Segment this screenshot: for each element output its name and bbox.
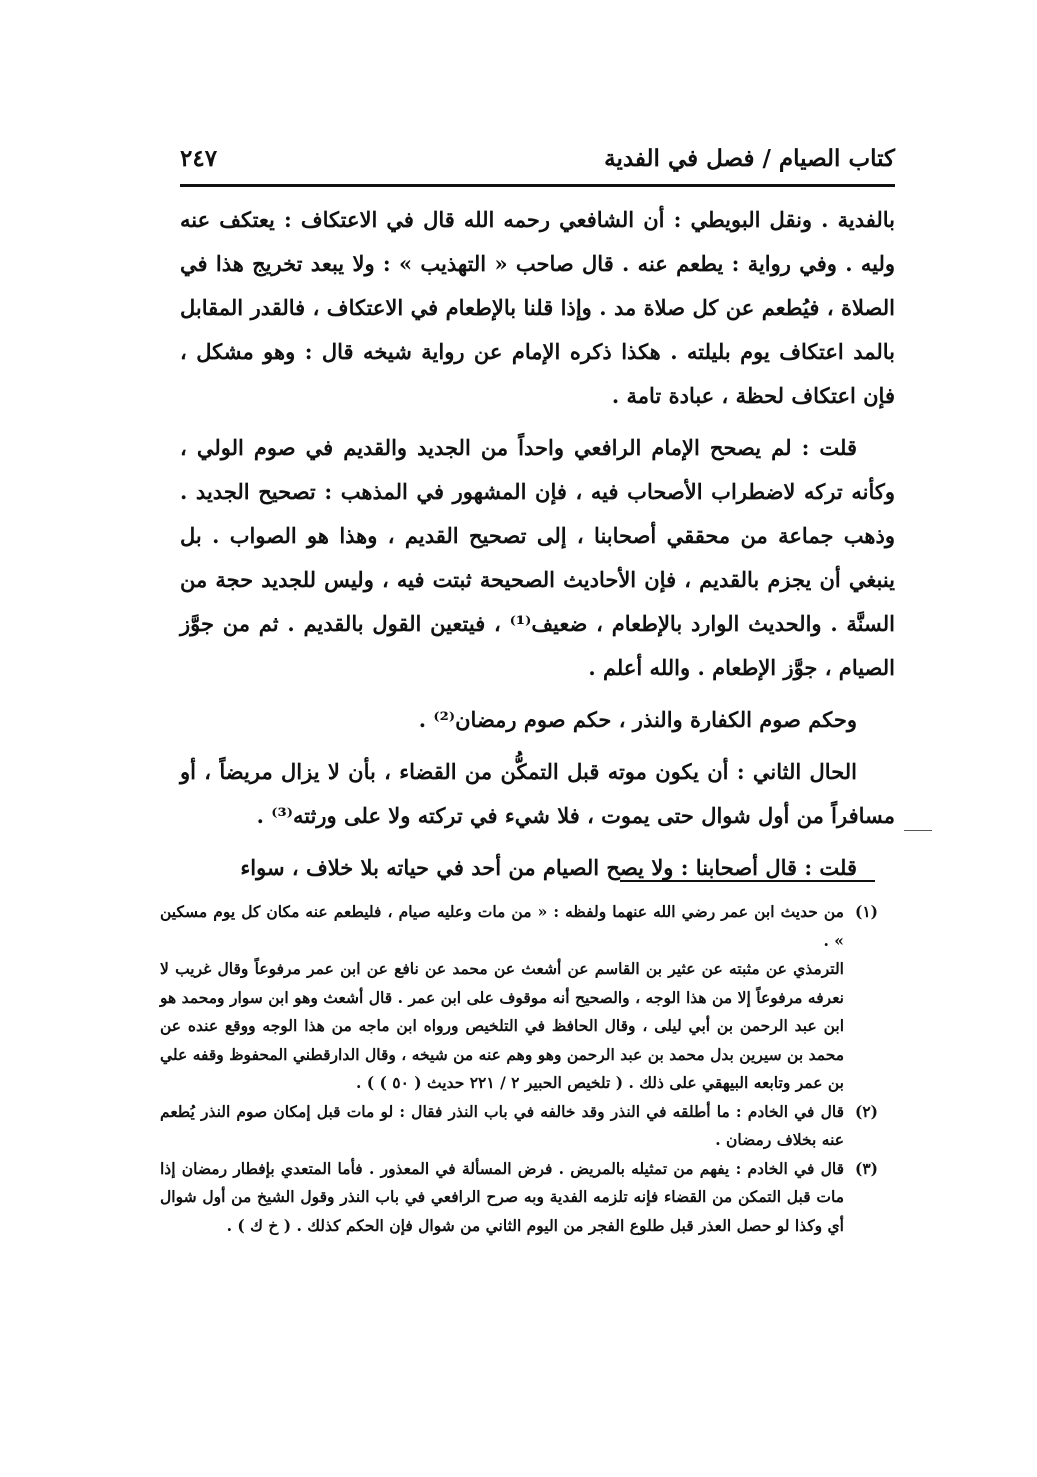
paragraph: بالفدية . ونقل البويطي : أن الشافعي رحمه الله قال في الاعتكاف : يعتكف عنه وليه . وفي رواية : يطعم عنه . قال صاحب « التهذيب » : ولا يبعد تخريج هذا في الصلاة ، فيُطعم عن كل صلاة مد . وإذا قلنا بالإطعام في الاعتكاف ، فالقدر المقابل بالمد اعتكاف يوم بليلته . هكذا ذكره الإمام عن رواية شيخه قال : وهو مشكل ، فإن اعتكاف لحظة ، عبادة تامة . bbox=[180, 207, 895, 408]
footnote-2 bbox=[160, 1098, 878, 1155]
footnote-text: قال في الخادم : يفهم من تمثيله بالمريض . فرض المسألة في المعذور . فأما المتعدي بإفطار رمضان إذا مات قبل التمكن من القضاء فإنه تلزمه الفدية وبه صرح الرافعي في باب النذر وقول الشيخ من أول شوال أي وكذا لو حصل العذر قبل طلوع الفجر من اليوم الثاني من شوال فإن الحكم كذلك . ( خ ك ) . bbox=[160, 1158, 844, 1235]
footnote-text: الترمذي عن مثبته عن عثير بن القاسم عن أشعث عن محمد عن نافع عن ابن عمر مرفوعاً وقال غريب لا نعرفه مرفوعاً إلا من هذا الوجه ، والصحيح أنه موقوف على ابن عمر . قال أشعث وهو ابن سوار ومحمد هو ابن عبد الرحمن بن أبي ليلى ، وقال الحافظ في التلخيص ورواه ابن ماجه من هذا الوجه ووقع عنده عن محمد بن سيرين بدل محمد بن عبد الرحمن وهو وهم عنه من شيخه ، وقال الدارقطني المحفوظ وقفه علي بن عمر وتابعه البيهقي على ذلك . ( تلخيص الحبير ٢ / ٢٢١ حديث ( ٥٠ ) ) . bbox=[160, 959, 844, 1092]
footnote-rule bbox=[620, 880, 875, 882]
margin-mark bbox=[904, 830, 932, 831]
page-number: ٢٤٧ bbox=[180, 145, 218, 172]
main-text bbox=[180, 198, 895, 898]
footnote-body bbox=[160, 898, 844, 1098]
footnote-number: (١) bbox=[854, 902, 878, 921]
footnote-3 bbox=[160, 1155, 878, 1241]
paragraph: قلت : قال أصحابنا : ولا يصح الصيام من أحد في حياته بلا خلاف ، سواء bbox=[240, 855, 857, 880]
footnote-number: (٢) bbox=[854, 1101, 878, 1121]
footnote-body bbox=[160, 1155, 844, 1241]
footnote-number: (٣) bbox=[854, 1158, 878, 1178]
footnote-body bbox=[160, 1098, 844, 1155]
paragraph: قلت : لم يصحح الإمام الرافعي واحداً من الجديد والقديم في صوم الولي ، وكأنه تركه لاضطراب الأصحاب فيه ، فإن المشهور في المذهب : تصحيح الجديد . وذهب جماعة من محققي أصحابنا ، إلى تصحيح القديم ، وهذا هو الصواب . بل ينبغي أن يجزم بالقديم ، فإن الأحاديث الصحيحة ثبتت فيه ، وليس للجديد حجة من السنَّة . والحديث الوارد بالإطعام ، ضعيف⁽¹⁾ ، فيتعين القول بالقديم . ثم من جوَّز الصيام ، جوَّز الإطعام . والله أعلم . bbox=[180, 435, 895, 680]
page-header bbox=[180, 145, 895, 177]
paragraph: وحكم صوم الكفارة والنذر ، حكم صوم رمضان⁽²⁾ . bbox=[418, 707, 857, 732]
footnotes bbox=[160, 898, 878, 1240]
footnote-text: قال في الخادم : ما أطلقه في النذر وقد خالفه في باب النذر فقال : لو مات قبل إمكان صوم النذر يُطعم عنه بخلاف رمضان . bbox=[160, 1101, 844, 1149]
header-rule bbox=[180, 184, 895, 187]
footnote-1 bbox=[160, 898, 878, 1098]
paragraph: الحال الثاني : أن يكون موته قبل التمكُّن من القضاء ، بأن لا يزال مريضاً ، أو مسافراً من أول شوال حتى يموت ، فلا شيء في تركته ولا على ورثته⁽³⁾ . bbox=[180, 759, 895, 828]
footnote-text: من حديث ابن عمر رضي الله عنهما ولفظه : « من مات وعليه صيام ، فليطعم عنه مكان كل يوم مسكين » . bbox=[160, 902, 844, 950]
running-title: كتاب الصيام / فصل في الفدية bbox=[604, 145, 895, 172]
